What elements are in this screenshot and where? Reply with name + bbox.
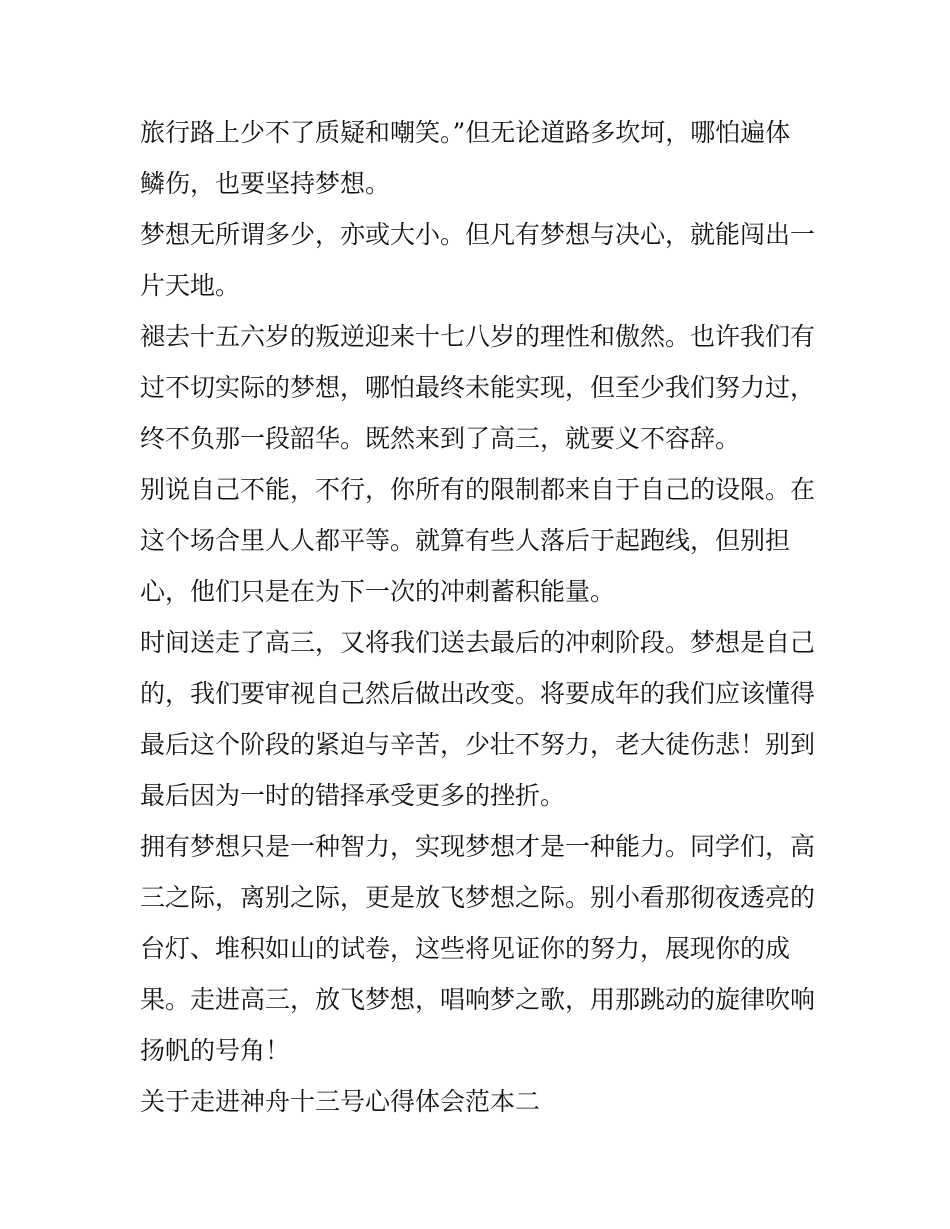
- text-line: 过不切实际的梦想，哪怕最终未能实现，但至少我们努力过，: [140, 373, 816, 402]
- text-line: 三之际，离别之际，更是放飞梦想之际。别小看那彻夜透亮的: [140, 883, 816, 912]
- text-line: 时间送走了高三，又将我们送去最后的冲刺阶段。梦想是自己: [140, 628, 816, 657]
- text-line: 片天地。: [140, 271, 241, 300]
- text-line: 旅行路上少不了质疑和嘲笑。”但无论道路多坎坷，哪怕遍体: [140, 118, 791, 147]
- text-line: 的，我们要审视自己然后做出改变。将要成年的我们应该懂得: [140, 679, 816, 708]
- text-line: 鳞伤，也要坚持梦想。: [140, 169, 391, 198]
- text-line: 扬帆的号角！: [140, 1036, 291, 1065]
- text-line: 拥有梦想只是一种智力，实现梦想才是一种能力。同学们，高: [140, 832, 816, 861]
- text-line: 这个场合里人人都平等。就算有些人落后于起跑线，但别担: [140, 526, 791, 555]
- text-line: 别说自己不能，不行，你所有的限制都来自于自己的设限。在: [140, 475, 816, 504]
- text-line: 终不负那一段韶华。既然来到了高三，就要义不容辞。: [140, 424, 741, 453]
- text-line: 心，他们只是在为下一次的冲刺蓄积能量。: [140, 577, 616, 606]
- text-line: 果。走进高三，放飞梦想，唱响梦之歌，用那跳动的旋律吹响: [140, 985, 816, 1014]
- document-body: [140, 107, 820, 1127]
- text-line: 最后这个阶段的紧迫与辛苦，少壮不努力，老大徒伤悲！别到: [140, 730, 816, 759]
- text-line: 最后因为一时的错择承受更多的挫折。: [140, 781, 566, 810]
- text-line: 褪去十五六岁的叛逆迎来十七八岁的理性和傲然。也许我们有: [140, 322, 816, 351]
- section-heading: 关于走进神舟十三号心得体会范本二: [140, 1087, 541, 1116]
- text-line: 梦想无所谓多少，亦或大小。但凡有梦想与决心，就能闯出一: [140, 220, 816, 249]
- text-line: 台灯、堆积如山的试卷，这些将见证你的努力，展现你的成: [140, 934, 791, 963]
